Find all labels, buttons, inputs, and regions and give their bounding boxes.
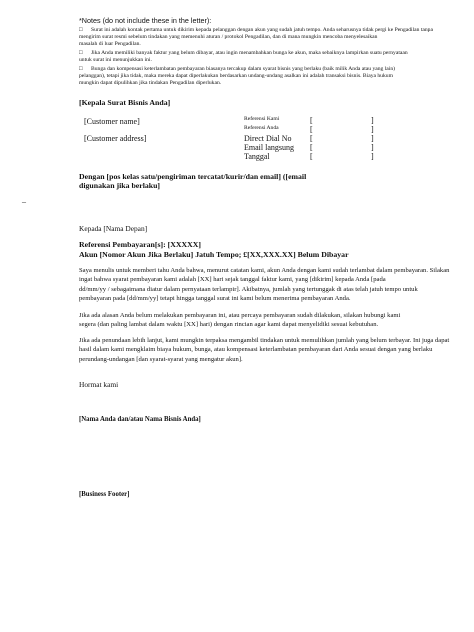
checkbox-bullet-icon: □: [79, 66, 83, 72]
ref-bracket-open: [: [310, 125, 313, 134]
customer-name: [Customer name]: [84, 117, 140, 126]
delivery-method-line2: digunakan jika berlaku]: [79, 181, 161, 190]
checkbox-bullet-icon: □: [79, 27, 83, 33]
signature-name: [Nama Anda dan/atau Nama Bisnis Anda]: [79, 416, 201, 423]
ref-label-our: Referensi Kami: [244, 116, 280, 122]
paragraph-line: pembayaran pada [dd/mm/yy] tetapi hingga tanggal surat ini kami belum menerima pembayaran Anda.: [79, 294, 351, 302]
paragraph-line: hasil dalam kami mengklaim biaya hukum, bunga, atau kompensasi keterlambatan pembayaran dari Anda sesuai dengan yang berlaku: [79, 346, 433, 354]
salutation: Kepada [Nama Depan]: [79, 224, 148, 233]
paragraph-line: dd/mm/yy / sebagaimana diatur dalam pernyataan terlampir]. Akibatnya, jumlah yang tertunggak di atas telah jatuh tempo untuk: [79, 285, 418, 293]
paragraph-line: perundang-undangan [dan syarat-syarat yang mengatur akun].: [79, 355, 243, 363]
body-paragraph-2: [79, 311, 469, 330]
ref-label-date: Tanggal: [244, 152, 270, 161]
note-line: Bunga dan kompensasi keterlambatan pembayaran biasanya tercakup dalam syarat bisnis yang berlaku (baik milik Anda atau yang lain): [91, 66, 395, 72]
checkbox-bullet-icon: □: [79, 50, 83, 56]
dash-mark: _: [22, 195, 26, 204]
ref-label-your: Referensi Anda: [244, 125, 279, 131]
ref-bracket-close: ]: [371, 143, 374, 152]
ref-bracket-open: [: [310, 116, 313, 125]
closing: Hormat kami: [79, 380, 119, 389]
ref-bracket-close: ]: [371, 152, 374, 161]
ref-bracket-close: ]: [371, 116, 374, 125]
ref-bracket-open: [: [310, 134, 313, 143]
letterhead: [Kepala Surat Bisnis Anda]: [79, 98, 171, 107]
note-line: mungkin dapat dipulihkan jika tindakan Pengadilan diperlukan.: [79, 80, 222, 87]
paragraph-line: segera (dan paling lambat dalam waktu [XX] hari) dengan rincian agar kami dapat menyelidiki sesuai kebutuhan.: [79, 321, 379, 329]
ref-bracket-open: [: [310, 152, 313, 161]
ref-label-direct-dial: Direct Dial No: [244, 134, 292, 143]
body-paragraph-3: [79, 336, 469, 364]
note-line: Surat ini adalah kontak pertama untuk dikirim kepada pelanggan dengan akun yang sudah jatuh tempo. Anda seharusnya tidak pergi ke Pengadilan tanpa: [91, 27, 433, 33]
note-line: Jika Anda memiliki banyak faktur yang belum dibayar, atau ingin menambahkan bunga ke akun, maka sebaiknya lampirkan suatu pernyataan: [91, 50, 408, 56]
paragraph-line: Jika ada penundaan lebih lanjut, kami mungkin terpaksa mengambil tindakan untuk memulihkan jumlah yang belum terbayar. Ini juga dapat: [79, 337, 450, 344]
paragraph-line: Saya menulis untuk memberi tahu Anda bahwa, menurut catatan kami, akun Anda dengan kami sudah terlambat dalam pembayaran. Silakan: [79, 267, 450, 274]
note-item-1: [79, 27, 464, 49]
subject-account: Akun [Nomor Akun Jika Berlaku] Jatuh Tempo; £[XX,XXX.XX] Belum Dibayar: [79, 250, 349, 259]
ref-bracket-close: ]: [371, 134, 374, 143]
note-line: pelanggan), tetapi jika tidak, maka mereka dapat diperlakukan berdasarkan undang-undang asalkan ini adalah transaksi bisnis. Biaya hukum: [79, 73, 393, 80]
customer-address: [Customer address]: [84, 134, 147, 143]
business-footer: [Business Footer]: [79, 491, 130, 498]
note-line: masalah di luar Pengadilan.: [79, 41, 141, 48]
subject-reference: Referensi Pembayaran[s]: [XXXXX]: [79, 240, 201, 249]
body-paragraph-1: [79, 266, 469, 303]
paragraph-line: Jika ada alasan Anda belum melakukan pembayaran ini, atau percaya pembayaran sudah dilakukan, silakan hubungi kami: [79, 312, 401, 319]
ref-label-email: Email langsung: [244, 143, 294, 152]
note-item-2: [79, 50, 464, 64]
ref-bracket-close: ]: [371, 125, 374, 134]
ref-bracket-open: [: [310, 143, 313, 152]
paragraph-line: ingat bahwa syarat pembayaran kami adalah [XX] hari sejak tanggal faktur kami, yang [dikirim] kepada Anda [pada: [79, 276, 386, 284]
note-line: untuk surat ini menunjukkan ini.: [79, 57, 152, 64]
delivery-method-line1: Dengan [pos kelas satu/pengiriman tercatat/kurir/dan email] ([email: [79, 172, 307, 181]
note-line: mengirim surat resmi sebelum tindakan yang memenuhi aturan / protokol Pengadilan, dan di mana mungkin mencoba menyelesaikan: [79, 34, 378, 41]
note-item-3: [79, 66, 464, 88]
notes-title: *Notes (do not include these in the letter):: [79, 16, 212, 25]
